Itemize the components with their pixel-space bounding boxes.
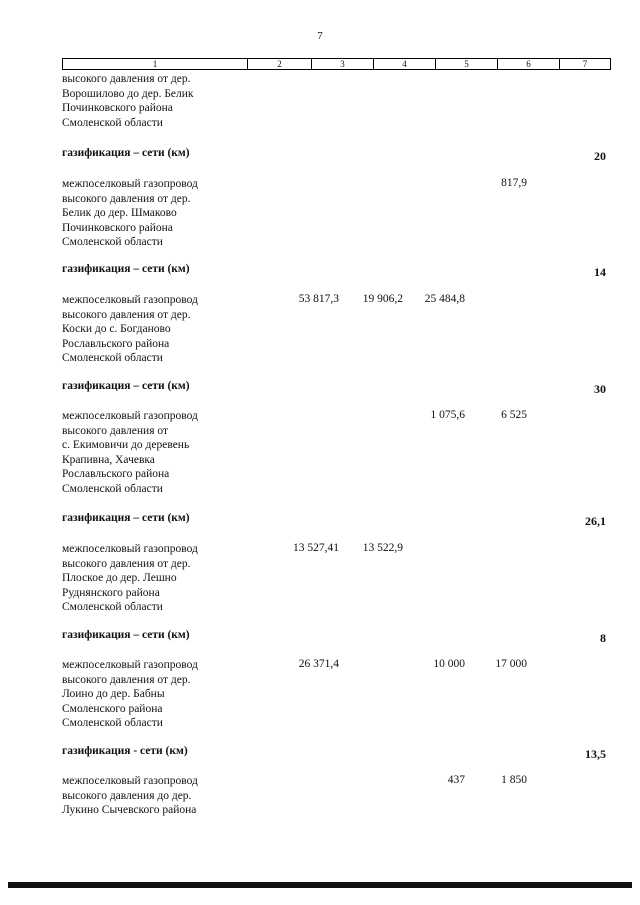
header-col-5: 5 (435, 58, 498, 70)
value-col-2: 13 527,41 (293, 542, 339, 554)
description-line: Смоленской области (62, 352, 163, 364)
description-line: Смоленской области (62, 482, 163, 495)
value-col-4: 10 000 (433, 658, 465, 670)
description-line: высокого давления до дер. (62, 789, 192, 802)
value-col-4: 25 484,8 (424, 293, 465, 305)
description-line: межпоселковый газопровод (62, 294, 198, 306)
km-value: 30 (594, 382, 606, 396)
value-col-5: 17 000 (495, 658, 527, 670)
page-number: 7 (317, 30, 323, 42)
description-line: Крапивна, Хачевка (62, 453, 155, 466)
description-line: межпоселковый газопровод (62, 659, 198, 671)
row-description (62, 658, 198, 731)
description-line: Руднянского района (62, 586, 160, 599)
description-line: межпоселковый газопровод (62, 410, 198, 422)
description-line: Коски до с. Богданово (62, 323, 171, 335)
table-header (62, 58, 611, 70)
value-col-2: 26 371,4 (298, 658, 339, 670)
bottom-rule (8, 882, 632, 888)
header-col-7: 7 (559, 58, 611, 70)
value-col-3: 13 522,9 (362, 542, 403, 554)
description-line: высокого давления от дер. (62, 557, 191, 570)
value-col-3: 19 906,2 (362, 293, 403, 305)
description-line: высокого давления от дер. (62, 192, 191, 205)
description-line: Смоленского района (62, 702, 163, 715)
km-value: 13,5 (585, 747, 606, 761)
description-line: Лукино Сычевского района (62, 804, 197, 816)
description-line: Починковского района (62, 102, 173, 114)
description-line: Починковского района (62, 221, 173, 234)
description-line: высокого давления от дер. (62, 673, 191, 686)
description-line: Рославльского района (62, 337, 170, 350)
description-line: Смоленской области (62, 116, 163, 129)
section-heading: газификация - сети (км) (62, 745, 188, 757)
value-col-4: 437 (447, 774, 465, 786)
row-description (62, 177, 198, 250)
header-col-4: 4 (373, 58, 436, 70)
description-line: с. Екимовичи до деревень (62, 439, 190, 451)
section-heading: газификация – сети (км) (62, 512, 190, 524)
row-description (62, 542, 198, 615)
header-col-2: 2 (247, 58, 312, 70)
description-line: Лоино до дер. Бабны (62, 688, 165, 700)
km-value: 20 (594, 149, 606, 163)
km-value: 14 (594, 265, 606, 279)
section-heading: газификация – сети (км) (62, 380, 190, 392)
row-description (62, 293, 198, 366)
value-col-5: 817,9 (501, 177, 527, 189)
header-col-6: 6 (497, 58, 560, 70)
description-line: Ворошилово до дер. Белик (62, 87, 194, 100)
description-line: высокого давления от дер. (62, 73, 191, 85)
description-line: Смоленской области (62, 717, 163, 729)
header-col-3: 3 (311, 58, 374, 70)
description-line: высокого давления от дер. (62, 308, 191, 321)
description-line: Рославльского района (62, 468, 170, 480)
description-line: высокого давления от (62, 424, 168, 437)
description-line: Смоленской области (62, 236, 163, 248)
km-value: 8 (600, 631, 606, 645)
description-line: Плоское до дер. Лешно (62, 572, 177, 584)
description-line: межпоселковый газопровод (62, 775, 198, 787)
row-description (62, 72, 194, 130)
km-value: 26,1 (585, 514, 606, 528)
value-col-2: 53 817,3 (298, 293, 339, 305)
description-line: Смоленской области (62, 601, 163, 613)
value-col-4: 1 075,6 (430, 409, 465, 421)
value-col-5: 6 525 (501, 409, 527, 421)
section-heading: газификация – сети (км) (62, 147, 190, 159)
description-line: Белик до дер. Шмаково (62, 207, 177, 219)
row-description (62, 409, 198, 496)
header-col-1: 1 (62, 58, 248, 70)
value-col-5: 1 850 (501, 774, 527, 786)
section-heading: газификация – сети (км) (62, 263, 190, 275)
description-line: межпоселковый газопровод (62, 543, 198, 555)
row-description (62, 774, 198, 818)
section-heading: газификация – сети (км) (62, 629, 190, 641)
description-line: межпоселковый газопровод (62, 178, 198, 190)
